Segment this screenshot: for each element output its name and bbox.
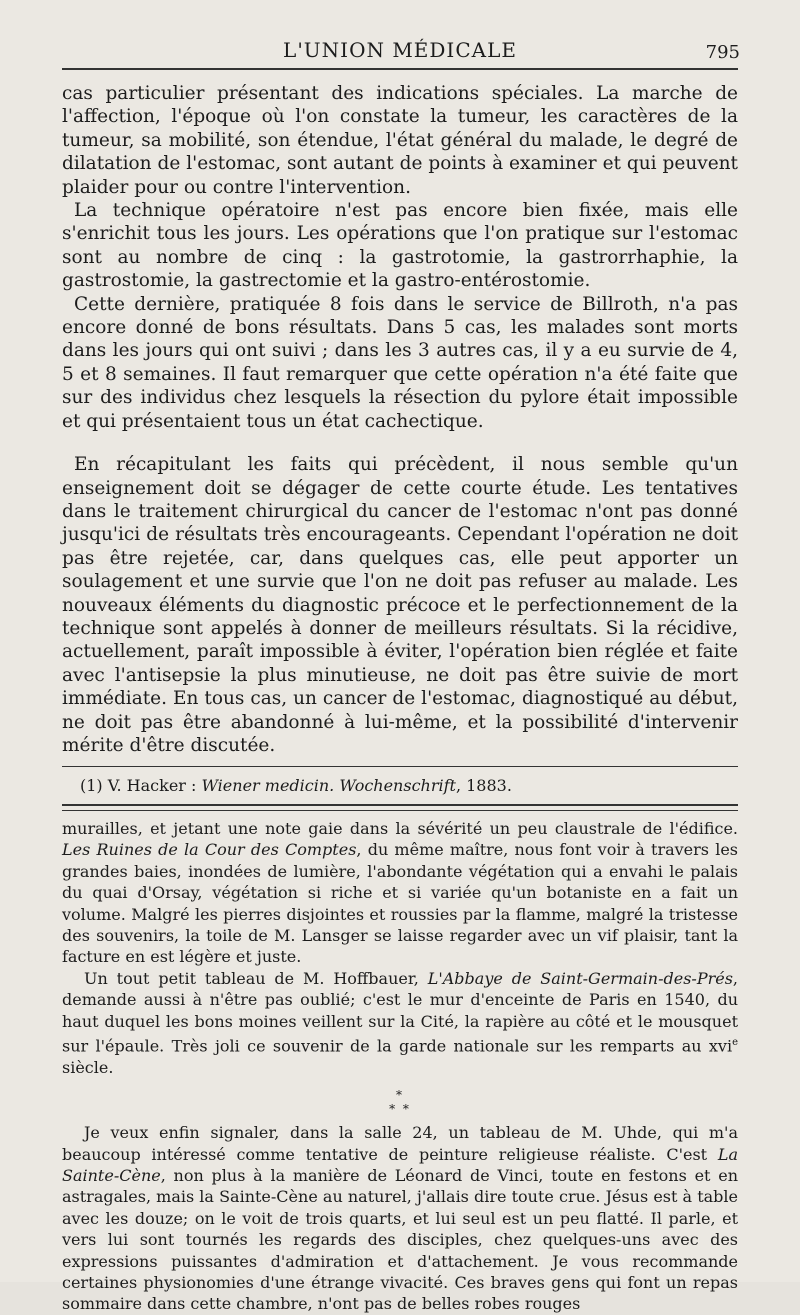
- feuilleton-rule: [62, 804, 738, 806]
- painting-title: Les Ruines de la Cour des Comptes: [62, 840, 357, 860]
- section-separator: * * *: [389, 1088, 411, 1117]
- footnote: (1) V. Hacker : Wiener medicin. Wochenschrift, 1883.: [80, 776, 512, 795]
- feuilleton-paragraph: Je veux enfin signaler, dans la salle 24, un tableau de M. Uhde, qui m'a beaucoup intéressé comme tentative de peinture religieuse réaliste. C'est La Sainte-Cène, non plus à la manière de Léonard de Vinci, toute en festons et en astragales, mais la Sainte-Cène au naturel, j'allais dire toute crue. Jésus est à table avec les douze; on le voit de trois quarts, et lui seul est un peu flatté. Il parle, et vers lui sont tournés les regards des disciples, chez quelques-uns avec des expressions puissantes d'admiration et d'attachement. Je vous recommande certaines physionomies d'une étrange vivacité. Ces braves gens qui font un repas sommaire dans cette chambre, n'ont pas de belles robes rouges: [62, 1123, 738, 1314]
- feuilleton-paragraph: Un tout petit tableau de M. Hoffbauer, L'Abbaye de Saint-Germain-des-Prés, demande aussi à n'être pas oublié; c'est le mur d'enceinte de Paris en 1540, du haut duquel les bons moines veillent sur la Cité, la rapière au côté et le mousquet sur l'épaule. Très joli ce souvenir de la garde nationale sur les remparts au xvi$^e$ siècle.: [62, 968, 739, 1077]
- feuilleton-body: [62, 818, 738, 1315]
- feuilleton-rule-thin: [62, 810, 738, 811]
- article-paragraph: cas particulier présentant des indications spéciales. La marche de l'affection, l'époque où l'on constate la tumeur, les caractères de la tumeur, sa mobilité, son étendue, l'état général du malade, le degré de dilatation de l'estomac, sont autant de points à examiner et qui peuvent plaider pour ou contre l'intervention.: [62, 83, 738, 198]
- footnote-rule: [62, 766, 738, 767]
- footnote-work-title: Wiener medicin. Wochenschrift: [201, 776, 456, 795]
- header-rule: [62, 68, 738, 70]
- article-paragraph: La technique opératoire n'est pas encore bien fixée, mais elle s'enrichit tous les jours. Les opérations que l'on pratique sur l'estomac sont au nombre de cinq : la gastrotomie, la gastrorrhaphie, la gastrostomie, la gastrectomie et la gastro-entérostomie.: [62, 200, 738, 292]
- painting-title: La Sainte-Cène: [62, 1144, 738, 1186]
- painting-title: L'Abbaye de Saint-Germain-des-Prés: [427, 968, 733, 988]
- article-paragraph: En récapitulant les faits qui précèdent, il nous semble qu'un enseignement doit se dégager de cette courte étude. Les tentatives dans le traitement chirurgical du cancer de l'estomac n'ont pas donné jusqu'ici de résultats très encourageants. Cependant l'opération ne doit pas être rejetée, car, dans quelques cas, elle peut apporter un soulagement et une survie que l'on ne doit pas refuser au malade. Les nouveaux éléments du diagnostic précoce et le perfectionnement de la technique sont appelés à donner de meilleurs résultats. Si la récidive, actuellement, paraît impossible à éviter, l'opération bien réglée et faite avec l'antisepsie la plus minutieuse, ne doit pas être suivie de mort immédiate. En tous cas, un cancer de l'estomac, diagnostiqué au début, ne doit pas être abandonné à lui-même, et la possibilité d'intervenir mérite d'être discutée.: [62, 454, 738, 756]
- page-number: 795: [705, 42, 740, 63]
- running-header: [60, 34, 740, 64]
- feuilleton-paragraph: murailles, et jetant une note gaie dans la sévérité un peu claustrale de l'édifice. Les Ruines de la Cour des Comptes, du même maître, nous font voir à travers les grandes baies, inondées de lumière, l'abondante végétation qui a envahi le palais du quai d'Orsay, végétation si riche et si variée qu'un botaniste en a fait un volume. Malgré les pierres disjointes et roussies par la flamme, malgré la tristesse des souvenirs, la toile de M. Lansger se laisse regarder avec un vif plaisir, tant la facture en est légère et juste.: [62, 819, 738, 967]
- article-body: [62, 82, 738, 757]
- article-paragraph: Cette dernière, pratiquée 8 fois dans le service de Billroth, n'a pas encore donné de bons résultats. Dans 5 cas, les malades sont morts dans les jours qui ont suivi ; dans les 3 autres cas, il y a eu survie de 4, 5 et 8 semaines. Il faut remarquer que cette opération n'a été faite que sur des individus chez lesquels la résection du pylore était impossible et qui présentaient tous un état cachectique.: [62, 293, 738, 432]
- journal-title: L'UNION MÉDICALE: [283, 38, 517, 62]
